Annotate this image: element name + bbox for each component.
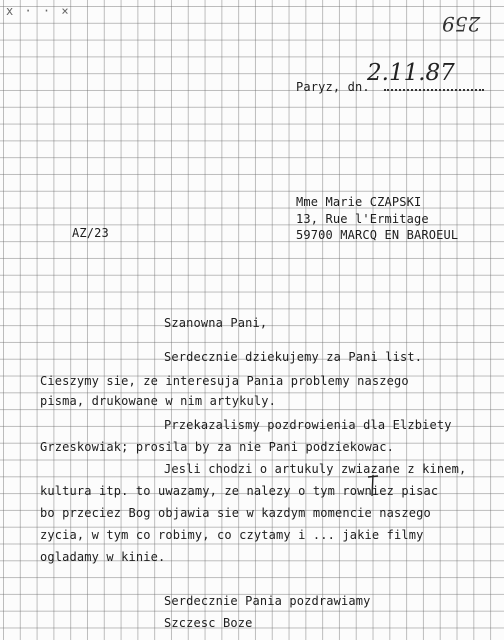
place-date-label: Paryz, dn. <box>296 80 370 94</box>
body-line: pisma, drukowane w nim artykuly. <box>40 394 276 408</box>
salutation: Szanowna Pani, <box>164 316 268 330</box>
body-line: ogladamy w kinie. <box>40 550 166 564</box>
addressee-name: Mme Marie CZAPSKI <box>296 195 422 209</box>
body-line: zycia, w tym co robimy, co czytamy i ... jakie filmy <box>40 528 424 542</box>
closing: Serdecznie Pania pozdrawiamy <box>164 594 371 608</box>
reference-number: AZ/23 <box>72 226 109 240</box>
body-line: kultura itp. to uwazamy, ze nalezy o tym rowniez pisac <box>40 484 439 498</box>
signoff: Szczesc Boze <box>164 616 253 630</box>
addressee-city: 59700 MARCQ EN BAROEUL <box>296 228 459 242</box>
body-line: Grzeskowiak; prosila by za nie Pani podziekowac. <box>40 440 394 454</box>
body-line: bo przeciez Bog objawia sie w kazdym momencie naszego <box>40 506 431 520</box>
handwritten-correction-mark <box>366 474 380 498</box>
body-line: Serdecznie dziekujemy za Pani list. <box>164 350 423 364</box>
body-line: Przekazalismy pozdrowienia dla Elzbiety <box>164 418 452 432</box>
corner-pencil-mark: x · · × <box>6 4 71 18</box>
archive-number: 259 <box>442 12 481 36</box>
body-line: Jesli chodzi o artukuly zwiazane z kinem, <box>164 462 467 476</box>
addressee-street: 13, Rue l'Ermitage <box>296 212 429 226</box>
body-line: Cieszymy sie, ze interesuja Pania problemy naszego <box>40 374 409 388</box>
handwritten-date: 2.11.87 <box>367 60 455 86</box>
